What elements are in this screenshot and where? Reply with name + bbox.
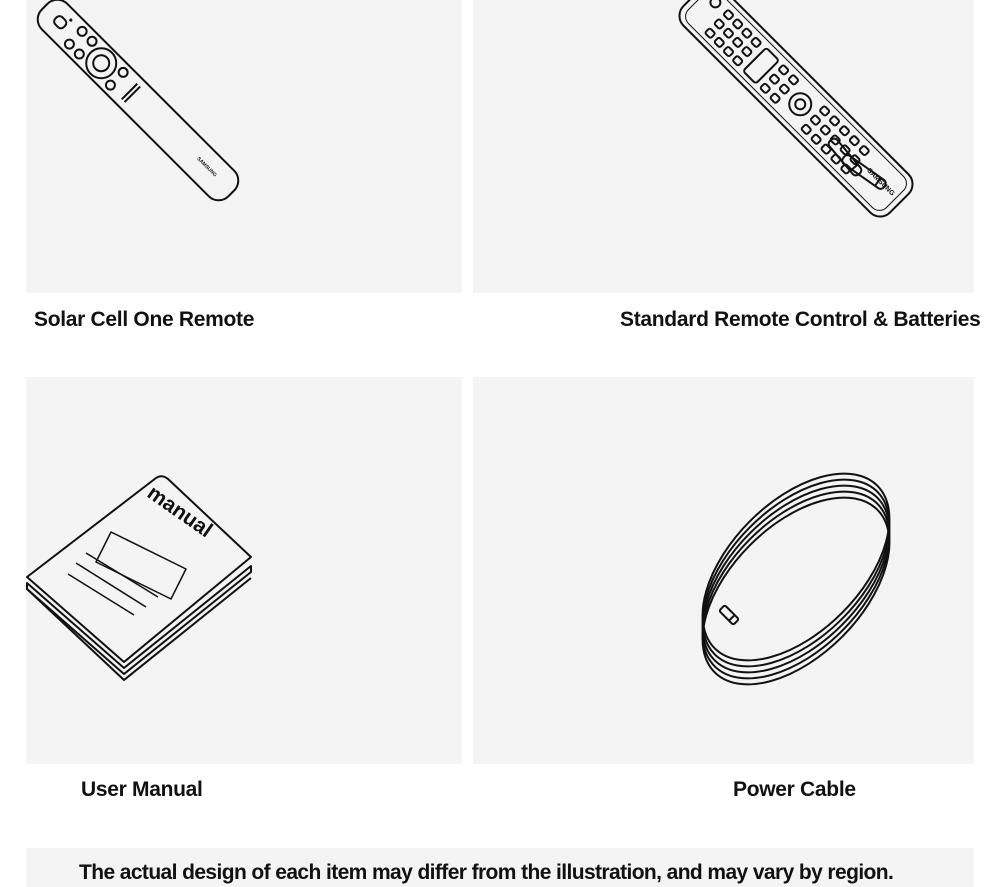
manual-cover-text: manual xyxy=(143,481,217,543)
standard-remote-batteries-icon xyxy=(473,0,974,293)
power-cable-label: Power Cable xyxy=(733,778,856,801)
power-cable-panel xyxy=(473,377,974,764)
standard-remote-panel xyxy=(473,0,974,293)
disclaimer-text: The actual design of each item may differ from the illustration, and may vary by region. xyxy=(79,861,894,884)
remote-brand-text: SAMSUNG xyxy=(195,156,218,179)
solar-remote-panel xyxy=(26,0,462,293)
power-cable-icon xyxy=(473,377,974,764)
user-manual-panel xyxy=(26,377,462,764)
user-manual-icon xyxy=(26,377,462,764)
user-manual-label: User Manual xyxy=(81,778,203,801)
standard-remote-brand-text: SAMSUNG xyxy=(865,167,896,198)
solar-remote-label: Solar Cell One Remote xyxy=(34,308,255,331)
solar-cell-remote-icon xyxy=(26,0,462,293)
standard-remote-label: Standard Remote Control & Batteries xyxy=(620,308,981,331)
